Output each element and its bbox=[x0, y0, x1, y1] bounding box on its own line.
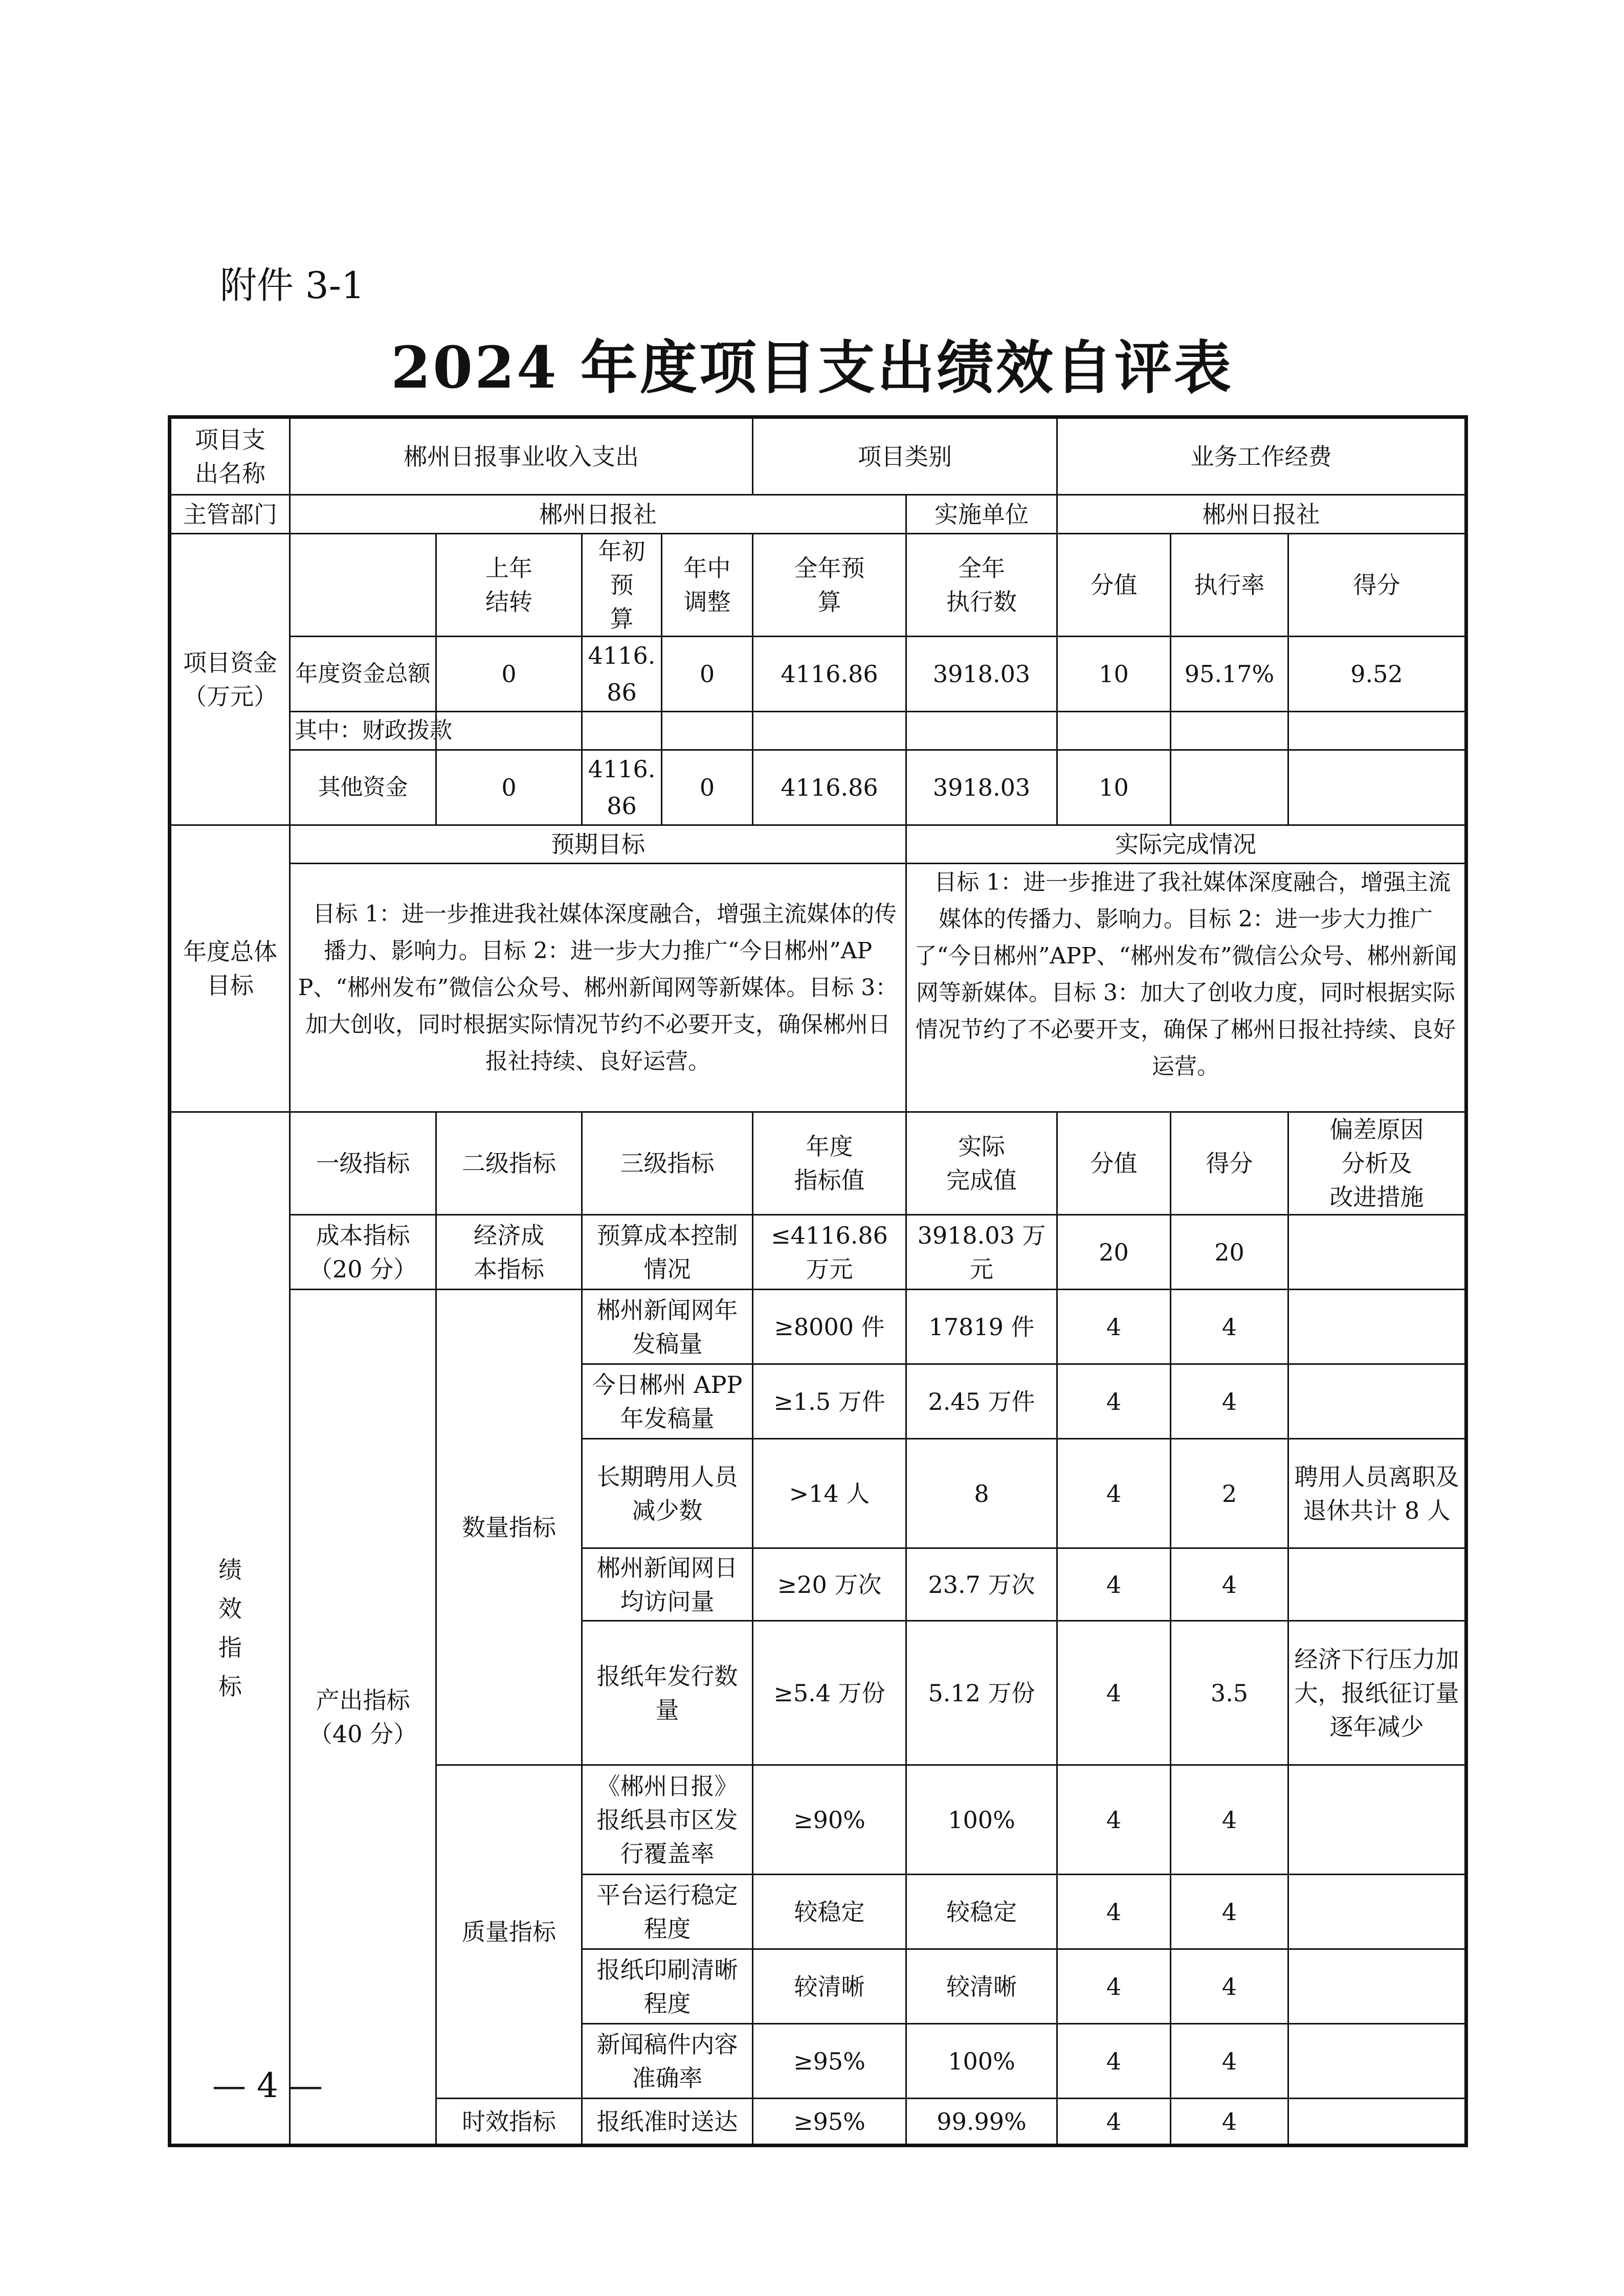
performance-section-label-text: 绩效指标 bbox=[218, 1556, 242, 1700]
indicator-reason: 聘用人员离职及退休共计 8 人 bbox=[1288, 1439, 1466, 1548]
timeliness-level2: 时效指标 bbox=[436, 2099, 582, 2146]
quality-level2: 质量指标 bbox=[436, 1765, 582, 2099]
indicator-target: ≥20 万次 bbox=[753, 1548, 906, 1621]
unit-label: 实施单位 bbox=[906, 495, 1057, 534]
project-name-value: 郴州日报事业收入支出 bbox=[290, 417, 753, 495]
performance-section-label bbox=[170, 1112, 290, 2146]
indicator-target: ≥90% bbox=[753, 1765, 906, 1875]
unit-value: 郴州日报社 bbox=[1057, 495, 1466, 534]
funds-score-value: 10 bbox=[1057, 750, 1171, 825]
funds-score: 9.52 bbox=[1288, 637, 1466, 712]
indicator-score: 4 bbox=[1171, 1949, 1288, 2024]
indicator-actual: 99.99% bbox=[906, 2099, 1057, 2146]
indicator-name: 《郴州日报》报纸县市区发行覆盖率 bbox=[582, 1765, 753, 1875]
funds-header-annual: 全年预 算 bbox=[753, 534, 906, 637]
funds-score-value: 10 bbox=[1057, 637, 1171, 712]
funds-header-adjust: 年中 调整 bbox=[662, 534, 753, 637]
indicator-score: 4 bbox=[1171, 2024, 1288, 2099]
indicator-reason bbox=[1288, 1215, 1466, 1290]
indicator-actual: 100% bbox=[906, 1765, 1057, 1875]
indicator-target: ≥95% bbox=[753, 2024, 906, 2099]
funds-rate bbox=[1171, 750, 1288, 825]
funds-row-label: 其他资金 bbox=[290, 750, 436, 825]
indicator-target: 较稳定 bbox=[753, 1875, 906, 1949]
funds-header-score: 得分 bbox=[1288, 534, 1466, 637]
indicator-target: ≥5.4 万份 bbox=[753, 1621, 906, 1765]
indicator-actual: 较稳定 bbox=[906, 1875, 1057, 1949]
perf-header-reason: 偏差原因 分析及 改进措施 bbox=[1288, 1112, 1466, 1215]
funds-carry bbox=[436, 712, 582, 750]
indicator-score-value: 4 bbox=[1057, 1949, 1171, 2024]
indicator-name: 今日郴州 APP 年发稿量 bbox=[582, 1364, 753, 1439]
funds-annual bbox=[753, 712, 906, 750]
indicator-reason bbox=[1288, 2024, 1466, 2099]
indicator-score: 4 bbox=[1171, 1364, 1288, 1439]
indicator-name: 报纸年发行数量 bbox=[582, 1621, 753, 1765]
goals-header-row bbox=[170, 825, 1466, 864]
funds-carry: 0 bbox=[436, 637, 582, 712]
funds-row-label: 其中：财政拨款 bbox=[290, 712, 436, 750]
indicator-reason bbox=[1288, 1548, 1466, 1621]
perf-header-target: 年度 指标值 bbox=[753, 1112, 906, 1215]
funds-score bbox=[1288, 712, 1466, 750]
indicator-score-value: 4 bbox=[1057, 1548, 1171, 1621]
indicator-target: ≤4116.86 万元 bbox=[753, 1215, 906, 1290]
funds-row-total bbox=[170, 637, 1466, 712]
indicator-score-value: 4 bbox=[1057, 1364, 1171, 1439]
perf-header-level3: 三级指标 bbox=[582, 1112, 753, 1215]
indicator-target: ≥8000 件 bbox=[753, 1290, 906, 1364]
indicator-actual: 较清晰 bbox=[906, 1949, 1057, 2024]
dept-label: 主管部门 bbox=[170, 495, 290, 534]
perf-header-score-value: 分值 bbox=[1057, 1112, 1171, 1215]
indicator-reason bbox=[1288, 2099, 1466, 2146]
funds-row-fiscal bbox=[170, 712, 1466, 750]
funds-rate: 95.17% bbox=[1171, 637, 1288, 712]
attachment-label: 附件 3-1 bbox=[220, 264, 365, 307]
funds-row-other bbox=[170, 750, 1466, 825]
output-level1: 产出指标 （40 分） bbox=[290, 1290, 436, 2146]
indicator-actual: 3918.03 万元 bbox=[906, 1215, 1057, 1290]
funds-rate bbox=[1171, 712, 1288, 750]
project-category-value: 业务工作经费 bbox=[1057, 417, 1466, 495]
indicator-name: 长期聘用人员减少数 bbox=[582, 1439, 753, 1548]
dept-value: 郴州日报社 bbox=[290, 495, 906, 534]
performance-header-row bbox=[170, 1112, 1466, 1215]
indicator-row bbox=[170, 1215, 1466, 1290]
funds-header-score-value: 分值 bbox=[1057, 534, 1171, 637]
goals-actual-label: 实际完成情况 bbox=[906, 825, 1466, 864]
funds-header-initial: 年初预 算 bbox=[582, 534, 662, 637]
indicator-name: 郴州新闻网年发稿量 bbox=[582, 1290, 753, 1364]
indicator-reason bbox=[1288, 1364, 1466, 1439]
indicator-score: 4 bbox=[1171, 1765, 1288, 1875]
quantity-level2: 数量指标 bbox=[436, 1290, 582, 1765]
indicator-score-value: 4 bbox=[1057, 2024, 1171, 2099]
indicator-score-value: 4 bbox=[1057, 1621, 1171, 1765]
indicator-reason bbox=[1288, 1290, 1466, 1364]
indicator-score-value: 4 bbox=[1057, 1765, 1171, 1875]
indicator-name: 报纸印刷清晰程度 bbox=[582, 1949, 753, 2024]
goals-expected-text: 目标 1：进一步推进我社媒体深度融合，增强主流媒体的传播力、影响力。目标 2：进一步大力推广“今日郴州”APP、“郴州发布”微信公众号、郴州新闻网等新媒体。目标 3：加大创收，同时根据实际情况节约不必要开支，确保郴州日报社持续、良好运营。 bbox=[290, 864, 906, 1112]
cost-level1: 成本指标 （20 分） bbox=[290, 1215, 436, 1290]
indicator-name: 平台运行稳定程度 bbox=[582, 1875, 753, 1949]
goals-section-label: 年度总体 目标 bbox=[170, 825, 290, 1112]
funds-executed bbox=[906, 712, 1057, 750]
indicator-score: 4 bbox=[1171, 1290, 1288, 1364]
indicator-row bbox=[170, 1290, 1466, 1364]
goals-expected-label: 预期目标 bbox=[290, 825, 906, 864]
indicator-score: 2 bbox=[1171, 1439, 1288, 1548]
perf-header-score: 得分 bbox=[1171, 1112, 1288, 1215]
indicator-actual: 17819 件 bbox=[906, 1290, 1057, 1364]
goals-content-row bbox=[170, 864, 1466, 1112]
funds-adjust: 0 bbox=[662, 637, 753, 712]
page-title: 2024 年度项目支出绩效自评表 bbox=[391, 334, 1233, 401]
funds-header-row bbox=[170, 534, 1466, 637]
indicator-reason bbox=[1288, 1949, 1466, 2024]
funds-annual: 4116.86 bbox=[753, 637, 906, 712]
indicator-actual: 2.45 万件 bbox=[906, 1364, 1057, 1439]
indicator-reason bbox=[1288, 1875, 1466, 1949]
funds-adjust bbox=[662, 712, 753, 750]
funds-section-label: 项目资金 （万元） bbox=[170, 534, 290, 825]
indicator-score: 4 bbox=[1171, 1548, 1288, 1621]
project-name-label: 项目支 出名称 bbox=[170, 417, 290, 495]
goals-actual-text: 目标 1：进一步推进了我社媒体深度融合，增强主流媒体的传播力、影响力。目标 2：进一步大力推广了“今日郴州”APP、“郴州发布”微信公众号、郴州新闻网等新媒体。目标 3：加大了创收力度，同时根据实际情况节约了不必要开支，确保了郴州日报社持续、良好运营。 bbox=[906, 864, 1466, 1112]
funds-executed: 3918.03 bbox=[906, 750, 1057, 825]
funds-annual: 4116.86 bbox=[753, 750, 906, 825]
funds-adjust: 0 bbox=[662, 750, 753, 825]
indicator-name: 郴州新闻网日均访问量 bbox=[582, 1548, 753, 1621]
indicator-score: 3.5 bbox=[1171, 1621, 1288, 1765]
page-number: — 4 — bbox=[212, 2066, 323, 2105]
project-category-label: 项目类别 bbox=[753, 417, 1057, 495]
project-name-row bbox=[170, 417, 1466, 495]
perf-header-level1: 一级指标 bbox=[290, 1112, 436, 1215]
perf-header-level2: 二级指标 bbox=[436, 1112, 582, 1215]
indicator-name: 报纸准时送达 bbox=[582, 2099, 753, 2146]
indicator-score-value: 4 bbox=[1057, 1290, 1171, 1364]
indicator-actual: 5.12 万份 bbox=[906, 1621, 1057, 1765]
indicator-score-value: 4 bbox=[1057, 1875, 1171, 1949]
funds-header-carry: 上年 结转 bbox=[436, 534, 582, 637]
indicator-score: 4 bbox=[1171, 1875, 1288, 1949]
indicator-target: ≥95% bbox=[753, 2099, 906, 2146]
cost-level2: 经济成 本指标 bbox=[436, 1215, 582, 1290]
funds-header-executed: 全年 执行数 bbox=[906, 534, 1057, 637]
funds-score bbox=[1288, 750, 1466, 825]
indicator-score-value: 20 bbox=[1057, 1215, 1171, 1290]
indicator-name: 新闻稿件内容准确率 bbox=[582, 2024, 753, 2099]
indicator-reason: 经济下行压力加大，报纸征订量逐年减少 bbox=[1288, 1621, 1466, 1765]
indicator-actual: 23.7 万次 bbox=[906, 1548, 1057, 1621]
indicator-score-value: 4 bbox=[1057, 1439, 1171, 1548]
indicator-score: 20 bbox=[1171, 1215, 1288, 1290]
indicator-actual: 8 bbox=[906, 1439, 1057, 1548]
indicator-target: ≥1.5 万件 bbox=[753, 1364, 906, 1439]
funds-executed: 3918.03 bbox=[906, 637, 1057, 712]
indicator-reason bbox=[1288, 1765, 1466, 1875]
indicator-score-value: 4 bbox=[1057, 2099, 1171, 2146]
indicator-target: >14 人 bbox=[753, 1439, 906, 1548]
perf-header-actual: 实际 完成值 bbox=[906, 1112, 1057, 1215]
funds-header-rate: 执行率 bbox=[1171, 534, 1288, 637]
self-evaluation-table bbox=[168, 415, 1468, 2147]
indicator-name: 预算成本控制情况 bbox=[582, 1215, 753, 1290]
funds-initial bbox=[582, 712, 662, 750]
funds-initial: 4116.86 bbox=[582, 637, 662, 712]
indicator-actual: 100% bbox=[906, 2024, 1057, 2099]
funds-initial: 4116.86 bbox=[582, 750, 662, 825]
indicator-target: 较清晰 bbox=[753, 1949, 906, 2024]
department-row bbox=[170, 495, 1466, 534]
indicator-score: 4 bbox=[1171, 2099, 1288, 2146]
funds-header-blank bbox=[290, 534, 436, 637]
funds-row-label: 年度资金总额 bbox=[290, 637, 436, 712]
funds-carry: 0 bbox=[436, 750, 582, 825]
funds-score-value bbox=[1057, 712, 1171, 750]
